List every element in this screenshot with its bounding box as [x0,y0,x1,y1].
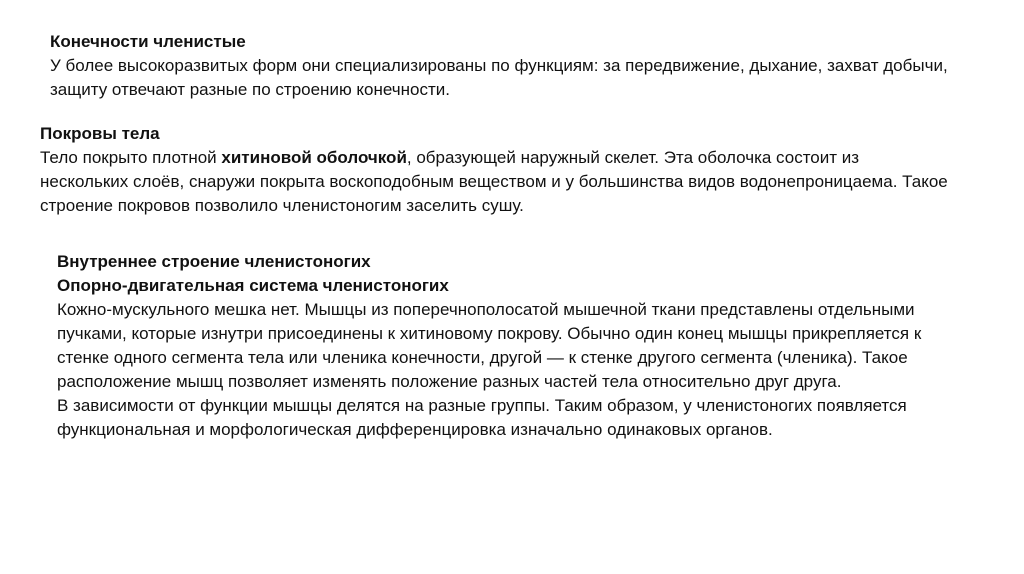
body-cover-heading: Покровы тела [40,124,160,143]
body-cover-text-start: Тело покрыто плотной [40,148,222,167]
body-cover-text-bold: хитиновой оболочкой [221,148,407,167]
body-cover-section [40,122,950,218]
musculoskeletal-paragraph-1: Кожно-мускульного мешка нет. Мышцы из поперечнополосатой мышечной ткани представлены отдельными пучками, которые изнутри присоединены к хитиновому покрову. Обычно один конец мышцы прикрепляется к стенке одного сегмента тела или членика конечности, другой — к стенке другого сегмента (членика). Такое расположение мышц позволяет изменять положение разных частей тела относительно друг друга. [57,300,922,391]
internal-structure-heading: Внутреннее строение членистоногих [57,252,371,271]
musculoskeletal-heading: Опорно-двигательная система членистоногих [57,276,449,295]
limbs-heading: Конечности членистые [50,32,246,51]
limbs-section [50,30,1000,102]
body-cover-text-end: , образующей наружный скелет. Эта оболочка состоит из нескольких слоёв, снаружи покрыта воскоподобным веществом и у большинства видов водонепроницаема. Такое строение покровов позволило членистоногим заселить сушу. [40,148,948,215]
body-cover-text [40,146,950,218]
internal-structure-section [57,250,957,442]
musculoskeletal-paragraph-2: В зависимости от функции мышцы делятся на разные группы. Таким образом, у членистоногих появляется функциональная и морфологическая дифференцировка изначально одинаковых органов. [57,396,907,439]
limbs-text: У более высокоразвитых форм они специализированы по функциям: за передвижение, дыхание, захват добычи, защиту отвечают разные по строению конечности. [50,56,948,99]
